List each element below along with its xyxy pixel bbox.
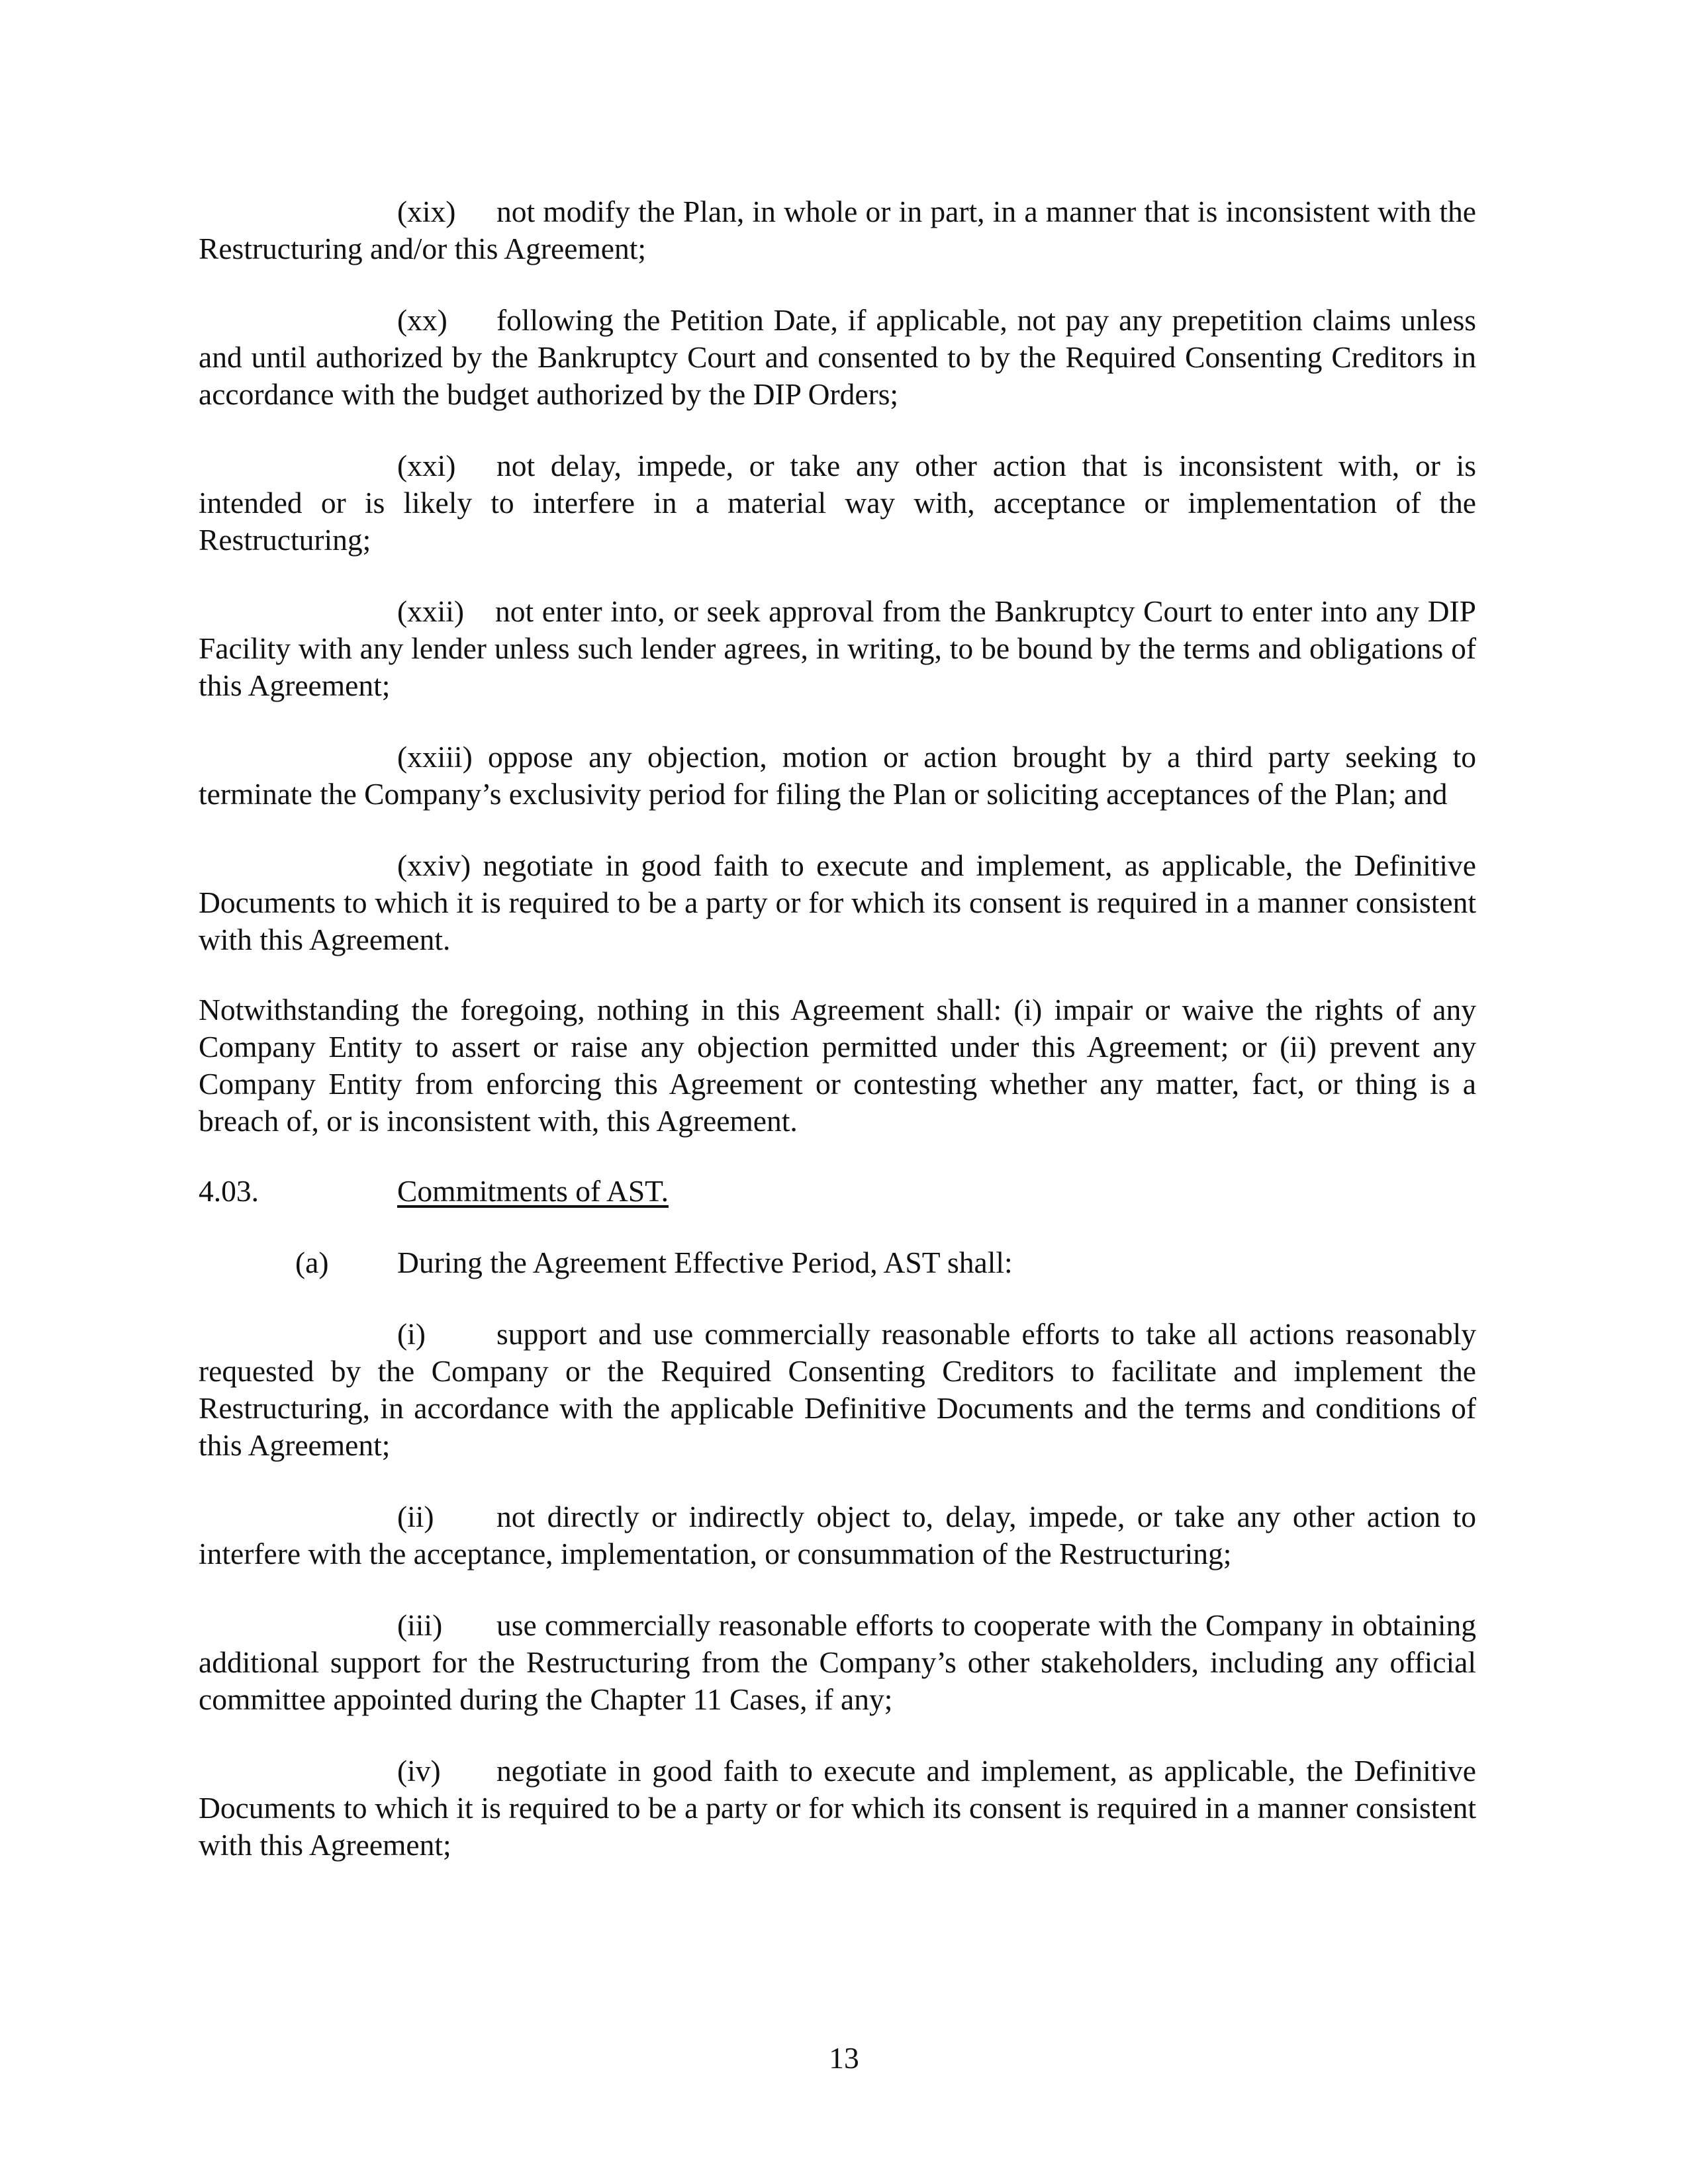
- clause-xxii: [199, 593, 1476, 704]
- clause-text: oppose any objection, motion or action brought by a third party seeking to terminate the Company’s exclusivity period for filing the Plan or soliciting acceptances of the Plan; and: [199, 740, 1477, 811]
- section-heading: [199, 1173, 1476, 1210]
- page-number: 13: [829, 2041, 859, 2075]
- clause-marker: (xxiv): [397, 848, 471, 882]
- clause-text: not directly or indirectly object to, delay, impede, or take any other action to interfere with the acceptance, implementation, or consummation of the Restructuring;: [199, 1500, 1476, 1570]
- clause-i: [199, 1316, 1476, 1464]
- clause-xxiii: [199, 739, 1476, 813]
- clause-iii: [199, 1607, 1476, 1718]
- clause-xix: [199, 193, 1476, 267]
- clause-marker: (ii): [397, 1500, 434, 1533]
- clause-xxi: [199, 447, 1476, 559]
- clause-xx: [199, 302, 1476, 413]
- clause-iv: [199, 1752, 1476, 1864]
- clause-marker: (i): [397, 1317, 426, 1351]
- clause-xxiv: [199, 847, 1476, 958]
- subsection-text: During the Agreement Effective Period, AST shall:: [397, 1246, 1013, 1279]
- clause-marker: (xxii): [397, 594, 465, 628]
- clause-ii: [199, 1498, 1476, 1572]
- clause-marker: (xxi): [397, 449, 456, 482]
- clause-marker: (xx): [397, 303, 447, 337]
- clause-text: use commercially reasonable efforts to cooperate with the Company in obtaining additional support for the Restructuring from the Company’s other stakeholders, including any official committee appointed during the Chapter 11 Cases, if any;: [199, 1608, 1476, 1716]
- clause-marker: (xix): [397, 195, 456, 228]
- clause-text: negotiate in good faith to execute and implement, as applicable, the Definitive Documents to which it is required to be a party or for which its consent is required in a manner consistent with this Agreement.: [199, 848, 1477, 956]
- section-number: 4.03.: [199, 1174, 259, 1208]
- clause-marker: (xxiii): [397, 740, 473, 774]
- notwithstanding-paragraph: Notwithstanding the foregoing, nothing in this Agreement shall: (i) impair or waive the rights of any Company Entity to assert or raise any objection permitted under this Agreement; or (ii) prevent any Company Entity from enforcing this Agreement or contesting whether any matter, fact, or thing is a breach of, or is inconsistent with, this Agreement.: [199, 993, 1476, 1138]
- clause-text: not modify the Plan, in whole or in part, in a manner that is inconsistent with the Restructuring and/or this Agreement;: [199, 195, 1476, 265]
- clause-text: following the Petition Date, if applicable, not pay any prepetition claims unless and until authorized by the Bankruptcy Court and consented to by the Required Consenting Creditors in accordance with the budget authorized by the DIP Orders;: [199, 303, 1476, 411]
- clause-text: not delay, impede, or take any other action that is inconsistent with, or is intended or is likely to interfere in a material way with, acceptance or implementation of the Restructuring;: [199, 449, 1476, 557]
- subsection-a: [199, 1244, 1476, 1281]
- document-page: [199, 193, 1476, 1864]
- subsection-marker: (a): [295, 1246, 329, 1279]
- clause-text: support and use commercially reasonable efforts to take all actions reasonably requested by the Company or the Required Consenting Creditors to facilitate and implement the Restructuring, in accordance with the applicable Definitive Documents and the terms and conditions of this Agreement;: [199, 1317, 1476, 1462]
- clause-marker: (iii): [397, 1608, 443, 1642]
- section-title: Commitments of AST.: [397, 1174, 669, 1208]
- clause-marker: (iv): [397, 1754, 441, 1788]
- clause-text: negotiate in good faith to execute and implement, as applicable, the Definitive Documents to which it is required to be a party or for which its consent is required in a manner consistent with this Agreement;: [199, 1754, 1476, 1862]
- clause-text: not enter into, or seek approval from the Bankruptcy Court to enter into any DIP Facility with any lender unless such lender agrees, in writing, to be bound by the terms and obligations of this Agreement;: [199, 594, 1476, 702]
